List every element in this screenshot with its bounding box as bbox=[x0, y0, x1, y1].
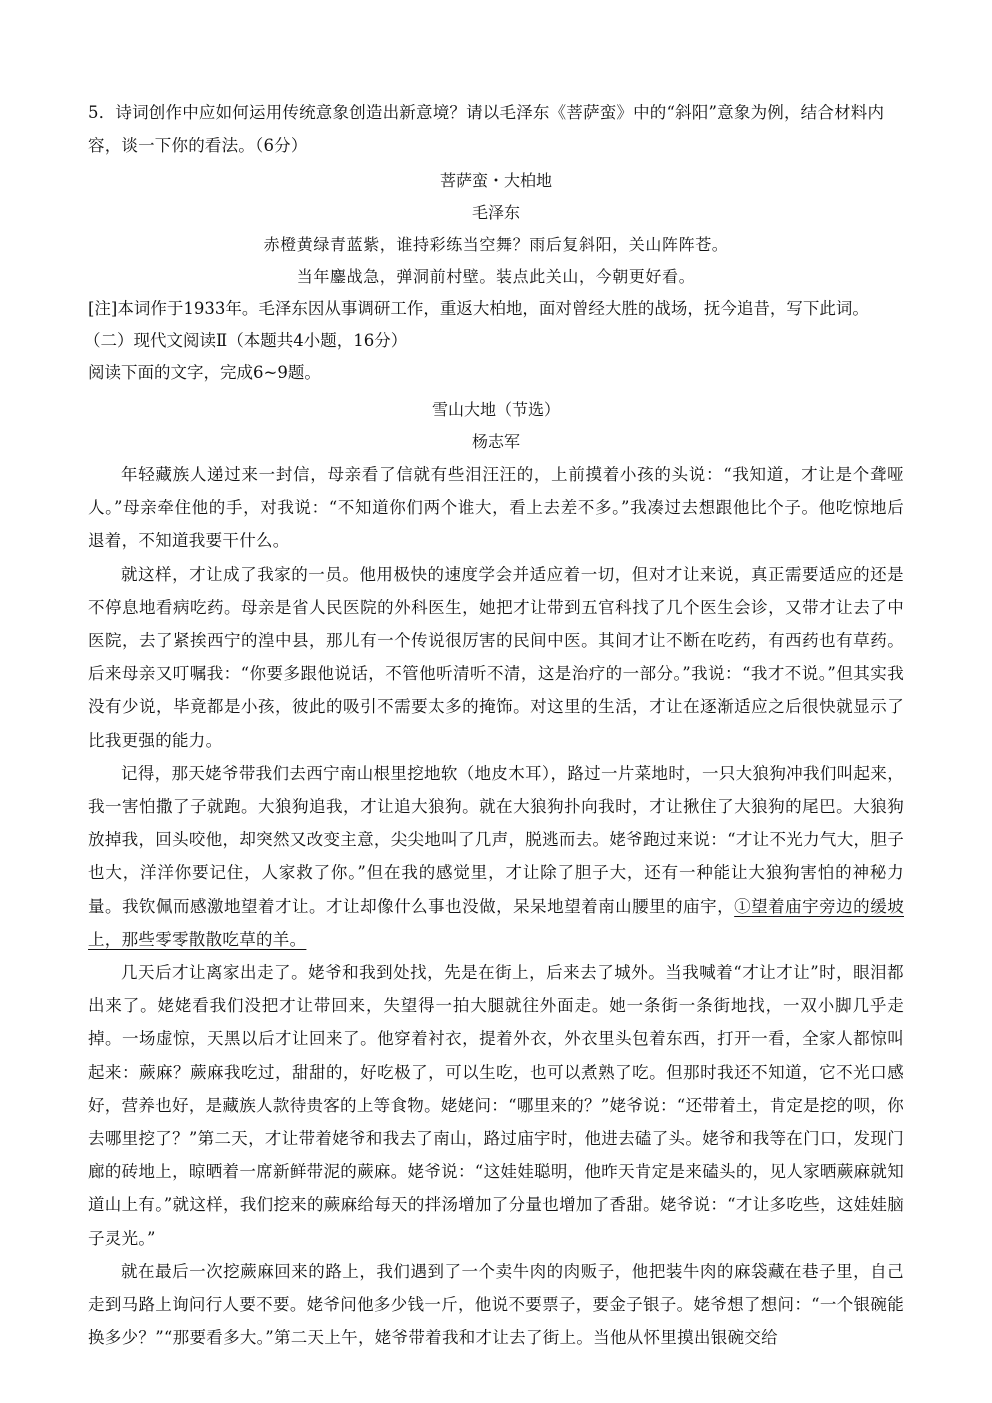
question-5: 5．诗词创作中应如何运用传统意象创造出新意境？请以毛泽东《菩萨蛮》中的“斜阳”意象为例，结合材料内容，谈一下你的看法。（6分） bbox=[88, 103, 885, 155]
story-author: 杨志军 bbox=[471, 432, 520, 451]
paragraph-text: 年轻藏族人递过来一封信，母亲看了信就有些泪汪汪的，上前摸着小孩的头说：“我知道，才让是个聋哑人。”母亲牵住他的手，对我说：“不知道你们两个谁大，看上去差不多。”我凑过去想跟他比个子。他吃惊地后退着，不知道我要干什么。 bbox=[88, 465, 904, 551]
underlined-sentence-1: ①望着庙宇旁边的缓坡上，那些零零散散吃草的羊。 bbox=[88, 896, 904, 949]
story-paragraph bbox=[88, 956, 904, 1255]
story-paragraph bbox=[88, 1255, 904, 1355]
story-paragraph bbox=[88, 458, 904, 558]
story-paragraph bbox=[88, 558, 904, 757]
poem-title: 菩萨蛮・大柏地 bbox=[439, 171, 552, 190]
reading-instruction: 阅读下面的文字，完成6~9题。 bbox=[88, 363, 321, 382]
poem-note: [注]本词作于1933年。毛泽东因从事调研工作，重返大柏地，面对曾经大胜的战场，抚今追昔，写下此词。 bbox=[88, 299, 869, 318]
paragraph-text: 就在最后一次挖蕨麻回来的路上，我们遇到了一个卖牛肉的肉贩子，他把装牛肉的麻袋藏在巷子里，自己走到马路上询问行人要不要。姥爷问他多少钱一斤，他说不要票子，要金子银子。姥爷想了想问：“一个银碗能换多少？”“那要看多大。”第二天上午，姥爷带着我和才让去了街上。当他从怀里摸出银碗交给 bbox=[88, 1261, 904, 1348]
section-heading: （二）现代文阅读Ⅱ（本题共4小题，16分） bbox=[84, 331, 408, 350]
poem-line: 赤橙黄绿青蓝紫，谁持彩练当空舞？雨后复斜阳，关山阵阵苍。 bbox=[263, 235, 729, 254]
story-paragraph bbox=[88, 757, 904, 956]
poem-line: 当年鏖战急，弹洞前村壁。装点此关山，今朝更好看。 bbox=[296, 267, 696, 286]
paragraph-text: 记得，那天姥爷带我们去西宁南山根里挖地软（地皮木耳），路过一片菜地时，一只大狼狗冲我们叫起来，我一害怕撒了子就跑。大狼狗追我，才让追大狼狗。就在大狼狗扑向我时，才让揪住了大狼狗的尾巴。大狼狗放掉我，回头咬他，却突然又改变主意，尖尖地叫了几声，脱逃而去。姥爷跑过来说：“才让不光力气大，胆子也大，洋洋你要记住，人家救了你。”但在我的感觉里，才让除了胆子大，还有一种能让大狼狗害怕的神秘力量。我钦佩而感激地望着才让。才让却像什么事也没做，呆呆地望着南山腰里的庙宇， bbox=[88, 763, 904, 916]
paragraph-text: 就这样，才让成了我家的一员。他用极快的速度学会并适应着一切，但对才让来说，真正需要适应的还是不停息地看病吃药。母亲是省人民医院的外科医生，她把才让带到五官科找了几个医生会诊，又带才让去了中医院，去了紧挨西宁的湟中县，那儿有一个传说很厉害的民间中医。其间才让不断在吃药，有西药也有草药。后来母亲又叮嘱我：“你要多跟他说话，不管他听清听不清，这是治疗的一部分。”我说：“我才不说。”但其实我没有少说，毕竟都是小孩，彼此的吸引不需要太多的掩饰。对这里的生活，才让在逐渐适应之后很快就显示了比我更强的能力。 bbox=[88, 564, 904, 750]
story-title: 雪山大地（节选） bbox=[431, 400, 560, 419]
poem-author: 毛泽东 bbox=[471, 203, 520, 222]
paragraph-text: 几天后才让离家出走了。姥爷和我到处找，先是在街上，后来去了城外。当我喊着“才让才让”时，眼泪都出来了。姥姥看我们没把才让带回来，失望得一拍大腿就往外面走。她一条街一条街地找，一双小脚几乎走掉。一场虚惊，天黑以后才让回来了。他穿着衬衣，提着外衣，外衣里头包着东西，打开一看，全家人都惊叫起来：蕨麻？蕨麻我吃过，甜甜的，好吃极了，可以生吃，也可以煮熟了吃。但那时我还不知道，它不光口感好，营养也好，是藏族人款待贵客的上等食物。姥姥问：“哪里来的？”姥爷说：“还带着土，肯定是挖的呗，你去哪里挖了？”第二天，才让带着姥爷和我去了南山，路过庙宇时，他进去磕了头。姥爷和我等在门口，发现门廊的砖地上，晾晒着一席新鲜带泥的蕨麻。姥爷说：“这娃娃聪明，他昨天肯定是来磕头的，见人家晒蕨麻就知道山上有。”就这样，我们挖来的蕨麻给每天的拌汤增加了分量也增加了香甜。姥爷说：“才让多吃些，这娃娃脑子灵光。” bbox=[88, 963, 904, 1248]
